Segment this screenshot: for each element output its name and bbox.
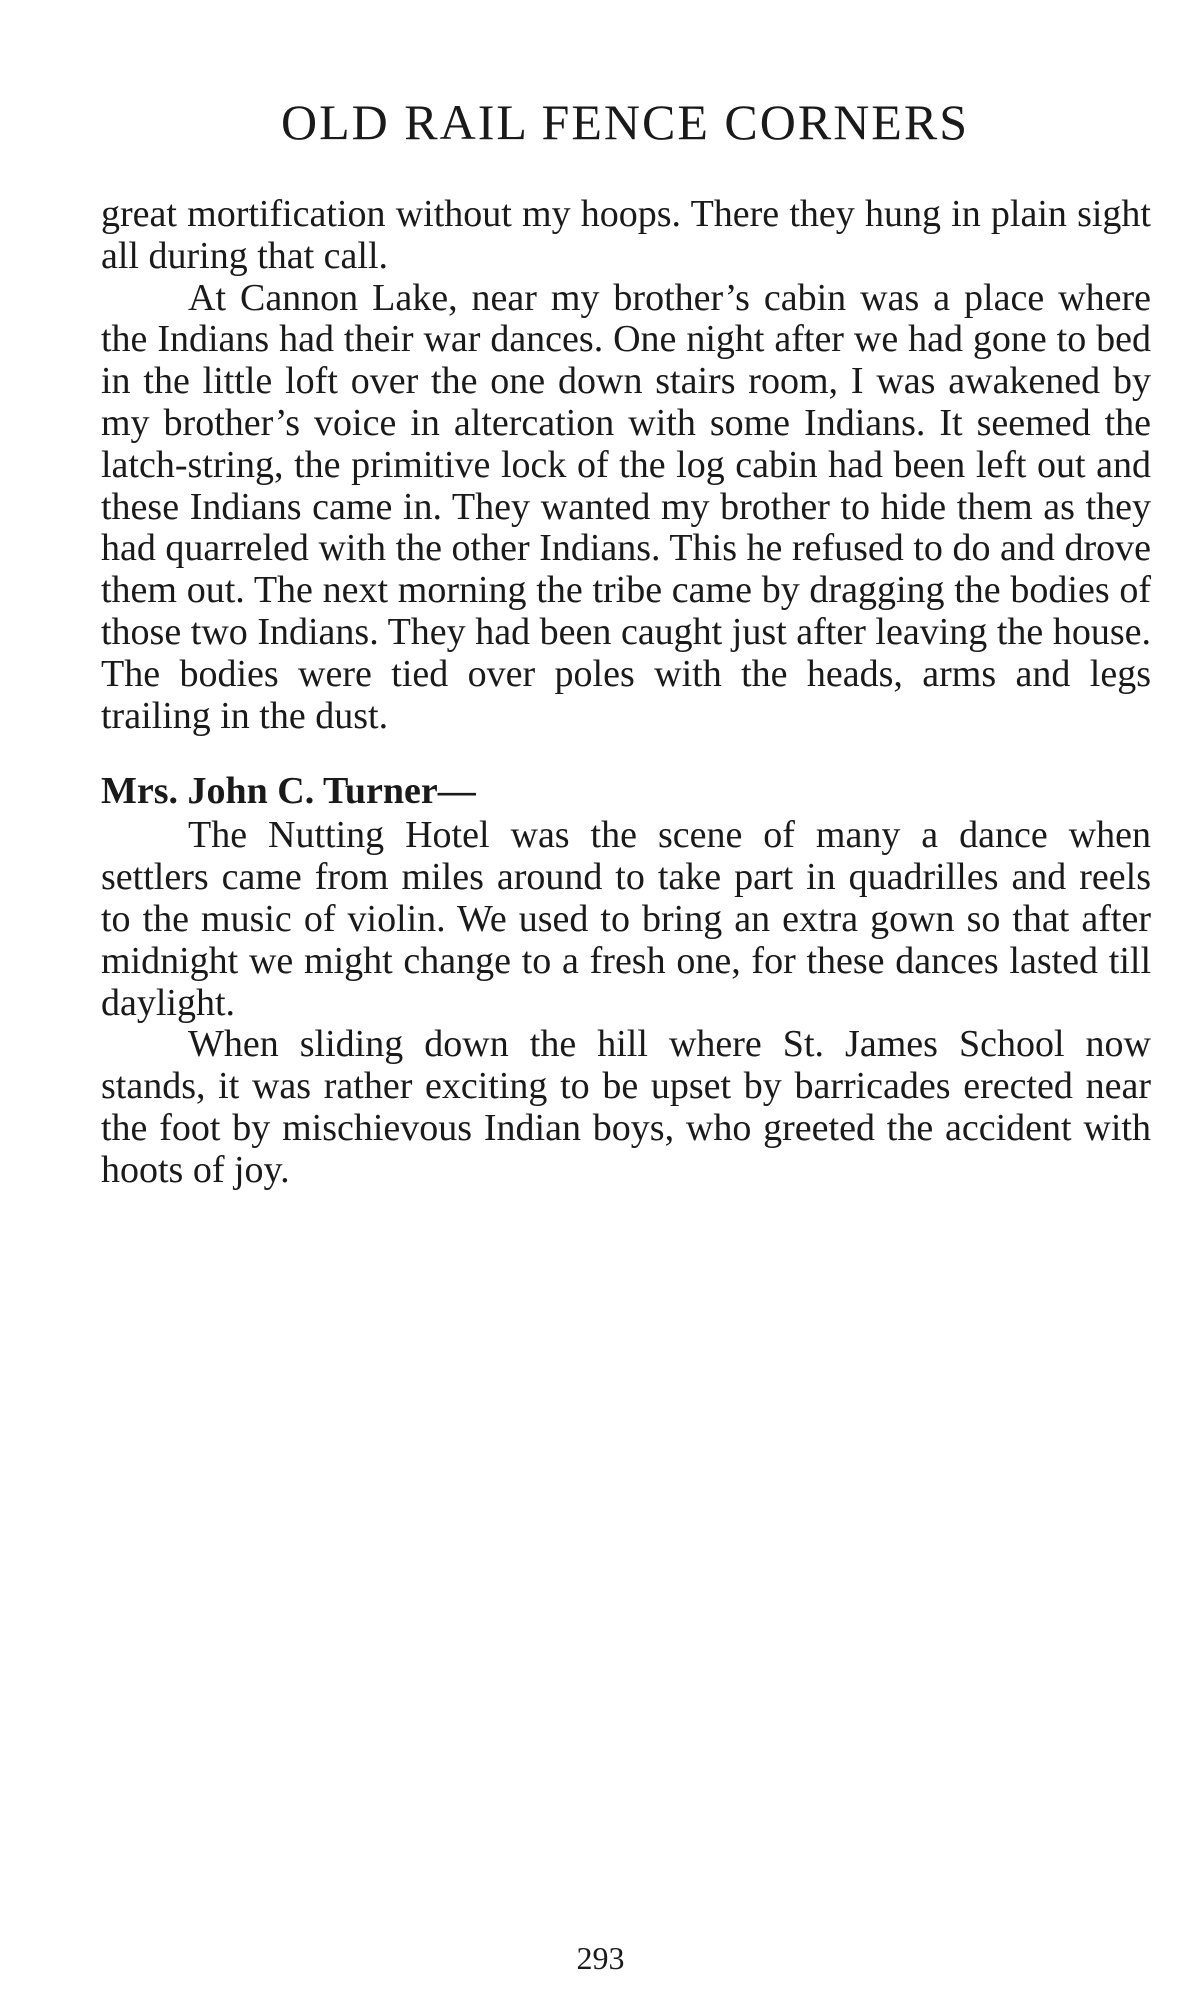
body-text bbox=[101, 194, 1151, 1192]
paragraph-sliding-hill: When sliding down the hill where St. James School now stands, it was rather exciting to be upset by barricades erected near the foot by mischievous Indian boys, who greeted the accident with hoots of joy. bbox=[101, 1023, 1151, 1191]
running-head: OLD RAIL FENCE CORNERS bbox=[280, 94, 970, 150]
paragraph-cannon-lake: At Cannon Lake, near my brother’s cabin was a place where the Indians had their war dances. One night after we had gone to bed in the little loft over the one down stairs room, I was awakened by my brother’s voice in altercation with some Indians. It seemed the latch-string, the primitive lock of the log cabin had been left out and these Indians came in. They wanted my brother to hide them as they had quarreled with the other Indians. This he refused to do and drove them out. The next morning the tribe came by dragging the bodies of those two Indians. They had been caught just after leaving the house. The bodies were tied over poles with the heads, arms and legs trailing in the dust. bbox=[101, 276, 1151, 737]
paragraph-nutting-hotel: The Nutting Hotel was the scene of many a dance when settlers came from miles around to take part in quadrilles and reels to the music of violin. We used to bring an extra gown so that after midnight we might change to a fresh one, for these dances lasted till daylight. bbox=[101, 814, 1151, 1024]
speaker-heading: Mrs. John C. Turner— bbox=[101, 770, 476, 813]
page-number: 293 bbox=[576, 1940, 625, 1976]
paragraph-continued: great mortification without my hoops. There they hung in plain sight all during that call. bbox=[101, 193, 1151, 277]
